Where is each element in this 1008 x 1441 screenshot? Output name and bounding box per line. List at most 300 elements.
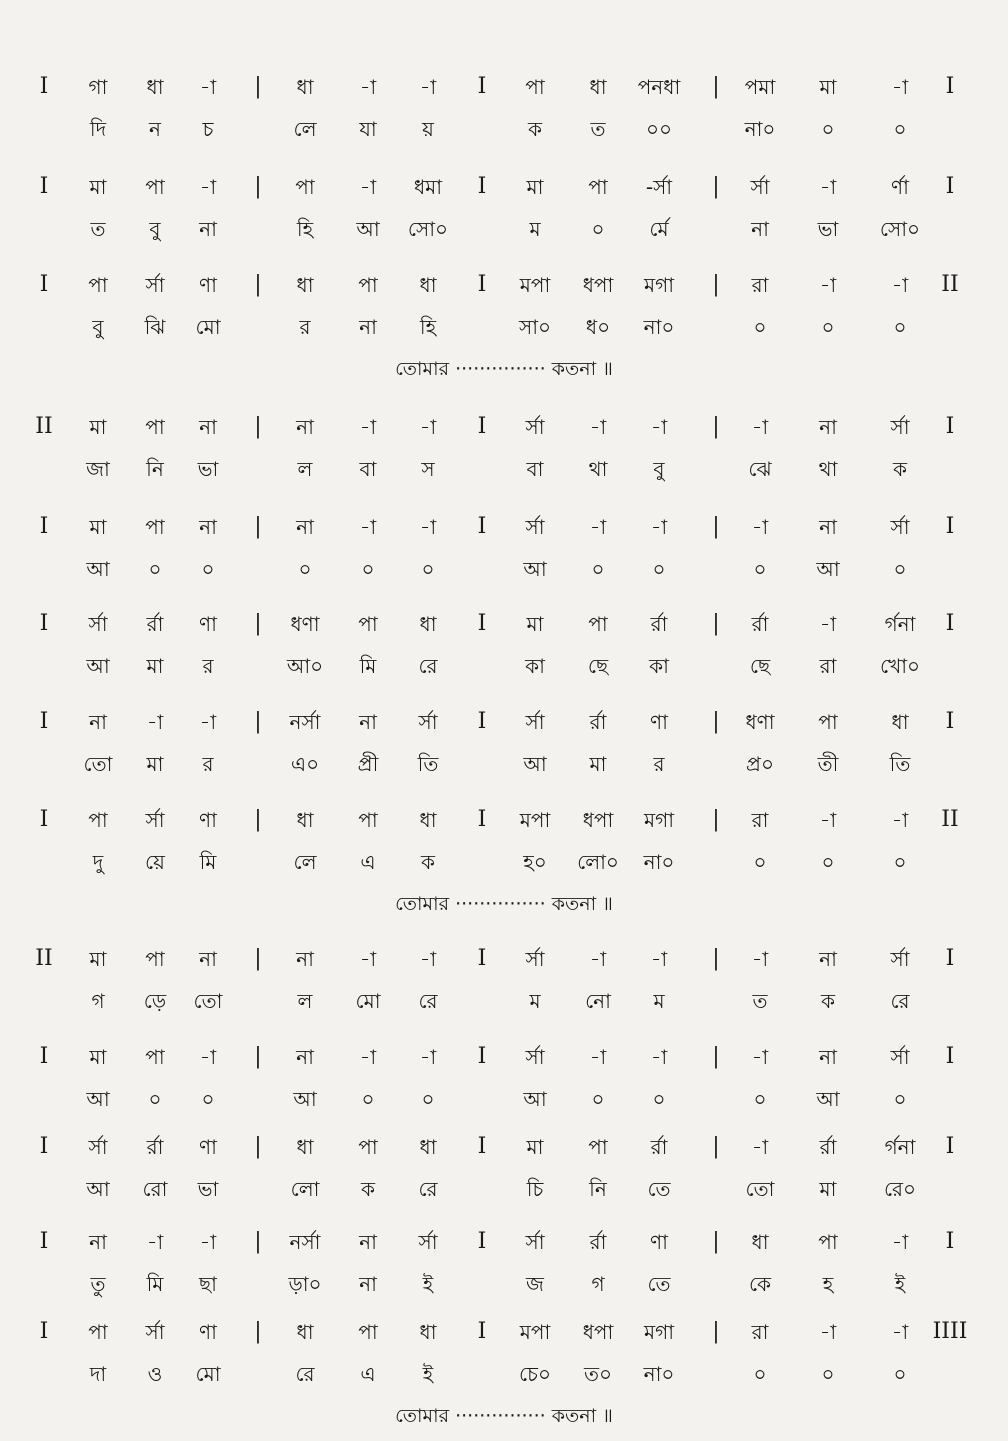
lyric-syllable: রা: [819, 654, 837, 678]
swara-note: না: [199, 515, 217, 539]
bar-line: I: [39, 1134, 49, 1159]
lyric-syllable: ০: [652, 1087, 666, 1111]
lyric-syllable: আ: [816, 1087, 840, 1111]
bar-line: II: [941, 807, 959, 832]
swara-note: -া: [359, 75, 377, 99]
lyric-syllable: ম: [529, 989, 541, 1013]
lyric-syllable: ই: [422, 1272, 434, 1296]
lyric-syllable: ড়ে: [143, 989, 167, 1013]
lyric-syllable: ঝি: [144, 315, 166, 339]
swara-note: পা: [588, 1135, 608, 1159]
lyric-syllable: রো: [142, 1177, 168, 1201]
swara-note: র্সা: [525, 415, 545, 439]
lyric-syllable: থা: [818, 457, 838, 481]
bar-line: |: [254, 1319, 262, 1344]
notation-line: [0, 1225, 1008, 1259]
lyric-syllable: কা: [649, 654, 669, 678]
lyric-syllable: বা: [526, 457, 544, 481]
swara-note: -া: [751, 1135, 769, 1159]
notation-line: [0, 1130, 1008, 1164]
bar-line: |: [712, 1229, 720, 1254]
swara-note: না: [296, 415, 314, 439]
bar-line: I: [477, 1044, 487, 1069]
swara-note: ধা: [296, 808, 314, 832]
swara-note: না: [359, 710, 377, 734]
lyric-syllable: ক: [893, 457, 907, 481]
swara-note: না: [199, 415, 217, 439]
bar-line: |: [712, 807, 720, 832]
lyric-syllable: ল: [297, 457, 313, 481]
lyric-syllable: তো: [193, 989, 223, 1013]
lyric-line: [0, 452, 1008, 486]
lyric-syllable: তে: [647, 1272, 671, 1296]
lyric-syllable: লো: [290, 1177, 320, 1201]
lyric-syllable: না: [751, 217, 769, 241]
lyric-syllable: চে০: [519, 1362, 551, 1386]
swara-note: ধা: [296, 273, 314, 297]
swara-note: র্রা: [650, 612, 668, 636]
lyric-syllable: আ: [86, 1177, 110, 1201]
swara-note: পা: [588, 175, 608, 199]
bar-line: II: [941, 272, 959, 297]
swara-note: রা: [751, 273, 769, 297]
swara-note: -া: [589, 415, 607, 439]
lyric-syllable: ০: [753, 315, 767, 339]
swara-note: মপা: [519, 808, 551, 832]
bar-line: |: [254, 1044, 262, 1069]
swara-note: র্সা: [418, 710, 438, 734]
lyric-syllable: বু: [653, 457, 665, 481]
swara-note: পা: [145, 515, 165, 539]
bar-line: |: [712, 946, 720, 971]
lyric-syllable: না০: [643, 1362, 675, 1386]
bar-line: I: [477, 74, 487, 99]
bar-line: I: [39, 174, 49, 199]
lyric-syllable: রে: [418, 1177, 438, 1201]
swara-note: র্রা: [650, 1135, 668, 1159]
lyric-syllable: ল: [297, 989, 313, 1013]
bar-line: I: [39, 1229, 49, 1254]
lyric-syllable: কে: [748, 1272, 772, 1296]
notation-line: [0, 705, 1008, 739]
swara-note: রা: [751, 1320, 769, 1344]
bar-line: I: [945, 946, 955, 971]
lyric-syllable: য়ে: [145, 850, 165, 874]
swara-note: -র্সা: [645, 175, 673, 199]
lyric-syllable: রে: [418, 654, 438, 678]
bar-line: |: [712, 272, 720, 297]
lyric-syllable: ক: [421, 850, 435, 874]
bar-line: |: [712, 611, 720, 636]
lyric-syllable: কা: [525, 654, 545, 678]
lyric-syllable: যা: [359, 117, 377, 141]
swara-note: -া: [199, 175, 217, 199]
swara-note: -া: [891, 273, 909, 297]
lyric-syllable: মো: [195, 1362, 221, 1386]
swara-note: -া: [199, 1045, 217, 1069]
swara-note: র্রা: [751, 612, 769, 636]
swara-note: -া: [359, 947, 377, 971]
lyric-syllable: ত: [590, 117, 606, 141]
swara-note: না: [89, 1230, 107, 1254]
swara-note: -া: [819, 612, 837, 636]
bar-line: |: [254, 414, 262, 439]
lyric-syllable: র: [299, 315, 311, 339]
lyric-syllable: না: [199, 217, 217, 241]
swara-note: ধপা: [582, 1320, 614, 1344]
lyric-syllable: ০: [753, 1087, 767, 1111]
swara-note: -া: [650, 515, 668, 539]
lyric-syllable: হি: [419, 315, 437, 339]
lyric-syllable: ই: [894, 1272, 906, 1296]
lyric-syllable: ০: [753, 1362, 767, 1386]
lyric-syllable: ০: [821, 315, 835, 339]
swara-note: মা: [526, 175, 544, 199]
notation-line: [0, 510, 1008, 544]
swara-note: র্সা: [525, 1230, 545, 1254]
lyric-syllable: ০: [361, 1087, 375, 1111]
swara-note: মা: [89, 947, 107, 971]
lyric-syllable: ০: [591, 217, 605, 241]
lyric-line: [0, 747, 1008, 781]
lyric-syllable: ছে: [587, 654, 609, 678]
swara-note: র্রা: [589, 710, 607, 734]
swara-note: -া: [419, 1045, 437, 1069]
lyric-line: [0, 1357, 1008, 1391]
swara-note: ধা: [419, 1320, 437, 1344]
swara-note: ধা: [296, 75, 314, 99]
lyric-line: [0, 310, 1008, 344]
notation-line: [0, 803, 1008, 837]
lyric-syllable: এ০: [290, 752, 320, 776]
lyric-syllable: জ: [526, 1272, 544, 1296]
swara-note: -া: [419, 415, 437, 439]
swara-note: র্সা: [750, 175, 770, 199]
notation-line: [0, 607, 1008, 641]
lyric-syllable: আ: [86, 1087, 110, 1111]
bar-line: I: [477, 414, 487, 439]
bar-line: I: [39, 611, 49, 636]
swara-note: -া: [359, 1045, 377, 1069]
swara-note: র্রা: [146, 1135, 164, 1159]
swara-note: -া: [146, 710, 164, 734]
lyric-syllable: ঝে: [748, 457, 772, 481]
lyric-line: [0, 112, 1008, 146]
lyric-syllable: মো: [195, 315, 221, 339]
lyric-syllable: র্মে: [649, 217, 669, 241]
swara-note: -া: [819, 273, 837, 297]
swara-note: পা: [358, 808, 378, 832]
lyric-syllable: ন: [149, 117, 161, 141]
bar-line: I: [945, 514, 955, 539]
lyric-syllable: ০: [421, 1087, 435, 1111]
swara-note: ণা: [650, 710, 668, 734]
swara-note: পা: [588, 612, 608, 636]
lyric-syllable: ভা: [197, 1177, 219, 1201]
lyric-syllable: ই: [422, 1362, 434, 1386]
swara-note: ধমা: [413, 175, 443, 199]
lyric-syllable: ০: [753, 850, 767, 874]
lyric-syllable: র: [202, 752, 214, 776]
lyric-syllable: ০: [893, 315, 907, 339]
swara-note: না: [296, 1045, 314, 1069]
swara-note: পা: [358, 1135, 378, 1159]
swara-note: র্সা: [525, 947, 545, 971]
lyric-line: [0, 984, 1008, 1018]
lyric-syllable: তি: [417, 752, 439, 776]
bar-line: I: [477, 1319, 487, 1344]
bar-line: |: [254, 272, 262, 297]
lyric-syllable: আ: [523, 1087, 547, 1111]
swara-note: মা: [526, 612, 544, 636]
lyric-syllable: ০: [893, 117, 907, 141]
swara-note: গা: [88, 75, 108, 99]
lyric-syllable: প্র০: [746, 752, 774, 776]
lyric-syllable: মা: [146, 654, 164, 678]
lyric-syllable: না: [359, 1272, 377, 1296]
swara-note: -া: [650, 1045, 668, 1069]
lyric-syllable: ০: [148, 1087, 162, 1111]
lyric-syllable: ধ০: [585, 315, 611, 339]
swara-note: পা: [145, 175, 165, 199]
lyric-syllable: র: [653, 752, 665, 776]
swara-note: ধপা: [582, 808, 614, 832]
swara-note: র্গনা: [884, 612, 916, 636]
swara-note: পনধা: [637, 75, 681, 99]
bar-line: |: [712, 414, 720, 439]
swara-note: মপা: [519, 273, 551, 297]
swara-note: নর্সা: [289, 1230, 321, 1254]
bar-line: I: [477, 514, 487, 539]
swara-note: র্সা: [525, 710, 545, 734]
lyric-syllable: ০: [652, 557, 666, 581]
lyric-syllable: আ: [293, 1087, 317, 1111]
lyric-line: [0, 552, 1008, 586]
lyric-syllable: এ: [360, 850, 376, 874]
lyric-syllable: সো০: [879, 217, 921, 241]
lyric-syllable: ০: [421, 557, 435, 581]
swara-note: ধপা: [582, 273, 614, 297]
lyric-syllable: আ: [523, 752, 547, 776]
bar-line: I: [39, 74, 49, 99]
bar-line: I: [945, 1229, 955, 1254]
swara-note: পা: [145, 415, 165, 439]
lyric-syllable: দা: [89, 1362, 107, 1386]
lyric-syllable: সা০: [518, 315, 552, 339]
swara-note: মপা: [519, 1320, 551, 1344]
swara-note: র্সা: [890, 415, 910, 439]
swara-note: পা: [818, 1230, 838, 1254]
swara-note: -া: [589, 947, 607, 971]
lyric-syllable: ক: [821, 989, 835, 1013]
swara-note: র্সা: [890, 1045, 910, 1069]
swara-note: ধণা: [745, 710, 775, 734]
bar-line: I: [39, 709, 49, 734]
swara-note: না: [359, 1230, 377, 1254]
lyric-syllable: ত: [90, 217, 106, 241]
lyric-syllable: বু: [149, 217, 161, 241]
bar-line: |: [254, 174, 262, 199]
lyric-line: [0, 212, 1008, 246]
lyric-syllable: তো: [745, 1177, 775, 1201]
swara-note: ণা: [199, 273, 217, 297]
refrain-marker: তোমার ··············· কতনা ॥: [395, 893, 613, 915]
lyric-syllable: দু: [92, 850, 104, 874]
lyric-syllable: রে: [295, 1362, 315, 1386]
lyric-syllable: চি: [526, 1177, 544, 1201]
lyric-syllable: না: [359, 315, 377, 339]
swara-note: না: [819, 415, 837, 439]
swara-note: পা: [358, 1320, 378, 1344]
lyric-syllable: ০: [361, 557, 375, 581]
swara-note: র্সা: [525, 515, 545, 539]
lyric-syllable: লো০: [577, 850, 619, 874]
swara-note: -া: [589, 515, 607, 539]
bar-line: I: [945, 414, 955, 439]
lyric-syllable: প্রী: [357, 752, 379, 776]
lyric-syllable: আ: [86, 557, 110, 581]
swara-note: মা: [526, 1135, 544, 1159]
swara-note: -া: [891, 808, 909, 832]
swara-note: না: [819, 515, 837, 539]
swara-note: ধণা: [290, 612, 320, 636]
swara-note: না: [296, 515, 314, 539]
lyric-syllable: এ: [360, 1362, 376, 1386]
swara-note: র্সা: [88, 1135, 108, 1159]
swara-note: র্রা: [146, 612, 164, 636]
lyric-syllable: নি: [589, 1177, 607, 1201]
notation-line: [0, 942, 1008, 976]
lyric-syllable: মি: [146, 1272, 164, 1296]
swara-note: মগা: [643, 808, 675, 832]
swara-note: -া: [751, 947, 769, 971]
bar-line: I: [39, 807, 49, 832]
lyric-syllable: ও: [147, 1362, 163, 1386]
lyric-syllable: ০০: [645, 117, 673, 141]
swara-note: -া: [199, 710, 217, 734]
lyric-syllable: রে: [890, 989, 910, 1013]
swara-note: -া: [589, 1045, 607, 1069]
swara-note: পা: [525, 75, 545, 99]
swara-note: -া: [359, 415, 377, 439]
swara-note: র্সা: [525, 1045, 545, 1069]
bar-line: |: [712, 74, 720, 99]
lyric-syllable: য়: [422, 117, 434, 141]
swara-note: না: [819, 1045, 837, 1069]
lyric-syllable: ০: [893, 1362, 907, 1386]
bar-line: II: [35, 946, 53, 971]
lyric-syllable: গ: [591, 1272, 605, 1296]
lyric-syllable: ০: [298, 557, 312, 581]
lyric-syllable: ভা: [817, 217, 839, 241]
lyric-syllable: স: [421, 457, 435, 481]
lyric-syllable: হি: [296, 217, 314, 241]
swara-note: -া: [199, 75, 217, 99]
swara-note: -া: [891, 1230, 909, 1254]
swara-note: না: [89, 710, 107, 734]
refrain-marker: তোমার ··············· কতনা ॥: [395, 358, 613, 380]
lyric-line: [0, 1082, 1008, 1116]
lyric-syllable: ০: [591, 557, 605, 581]
swara-note: ধা: [296, 1320, 314, 1344]
lyric-syllable: জা: [86, 457, 110, 481]
lyric-syllable: ভা: [197, 457, 219, 481]
lyric-syllable: হ০: [523, 850, 547, 874]
swara-note: মা: [89, 415, 107, 439]
notation-line: [0, 268, 1008, 302]
bar-line: |: [254, 1134, 262, 1159]
bar-line: I: [39, 1319, 49, 1344]
swara-note: -া: [751, 415, 769, 439]
bar-line: I: [945, 611, 955, 636]
lyric-syllable: না০: [643, 315, 675, 339]
swara-note: -া: [819, 808, 837, 832]
swara-note: না: [199, 947, 217, 971]
lyric-syllable: ০: [821, 117, 835, 141]
swara-note: ণা: [199, 1135, 217, 1159]
swara-note: মা: [89, 515, 107, 539]
swara-note: -া: [419, 947, 437, 971]
bar-line: I: [477, 1229, 487, 1254]
lyric-syllable: মি: [359, 654, 377, 678]
lyric-syllable: র: [202, 654, 214, 678]
swara-note: -া: [819, 175, 837, 199]
lyric-line: [0, 1172, 1008, 1206]
lyric-syllable: সো০: [407, 217, 449, 241]
bar-line: |: [254, 1229, 262, 1254]
swara-note: র্সা: [890, 515, 910, 539]
lyric-syllable: ম: [529, 217, 541, 241]
lyric-line: [0, 845, 1008, 879]
swara-note: -া: [650, 947, 668, 971]
notation-line: [0, 70, 1008, 104]
swara-note: ধা: [419, 612, 437, 636]
bar-line: I: [477, 709, 487, 734]
lyric-syllable: ০: [201, 557, 215, 581]
bar-line: I: [945, 74, 955, 99]
lyric-syllable: ম: [653, 989, 665, 1013]
swara-note: র্সা: [145, 273, 165, 297]
lyric-syllable: ০: [821, 1362, 835, 1386]
lyric-syllable: ছা: [199, 1272, 217, 1296]
swara-note: নর্সা: [289, 710, 321, 734]
lyric-syllable: ০: [591, 1087, 605, 1111]
lyric-syllable: ০: [821, 850, 835, 874]
lyric-syllable: আ০: [286, 654, 324, 678]
swara-note: ধা: [146, 75, 164, 99]
swara-note: রা: [751, 808, 769, 832]
lyric-syllable: লে: [293, 117, 317, 141]
bar-line: |: [254, 514, 262, 539]
swara-note: -া: [819, 1320, 837, 1344]
swara-note: -া: [359, 175, 377, 199]
swara-note: -া: [751, 1045, 769, 1069]
swara-note: -া: [359, 515, 377, 539]
bar-line: I: [477, 946, 487, 971]
lyric-syllable: তু: [90, 1272, 106, 1296]
bar-line: |: [712, 174, 720, 199]
lyric-syllable: হ: [822, 1272, 834, 1296]
swara-note: র্সা: [88, 612, 108, 636]
bar-line: I: [477, 611, 487, 636]
bar-line: I: [39, 1044, 49, 1069]
lyric-syllable: মা: [146, 752, 164, 776]
lyric-syllable: ০: [753, 557, 767, 581]
lyric-syllable: ত০: [583, 1362, 613, 1386]
lyric-syllable: গ: [91, 989, 105, 1013]
swara-note: পমা: [744, 75, 776, 99]
swara-note: র্সা: [890, 947, 910, 971]
